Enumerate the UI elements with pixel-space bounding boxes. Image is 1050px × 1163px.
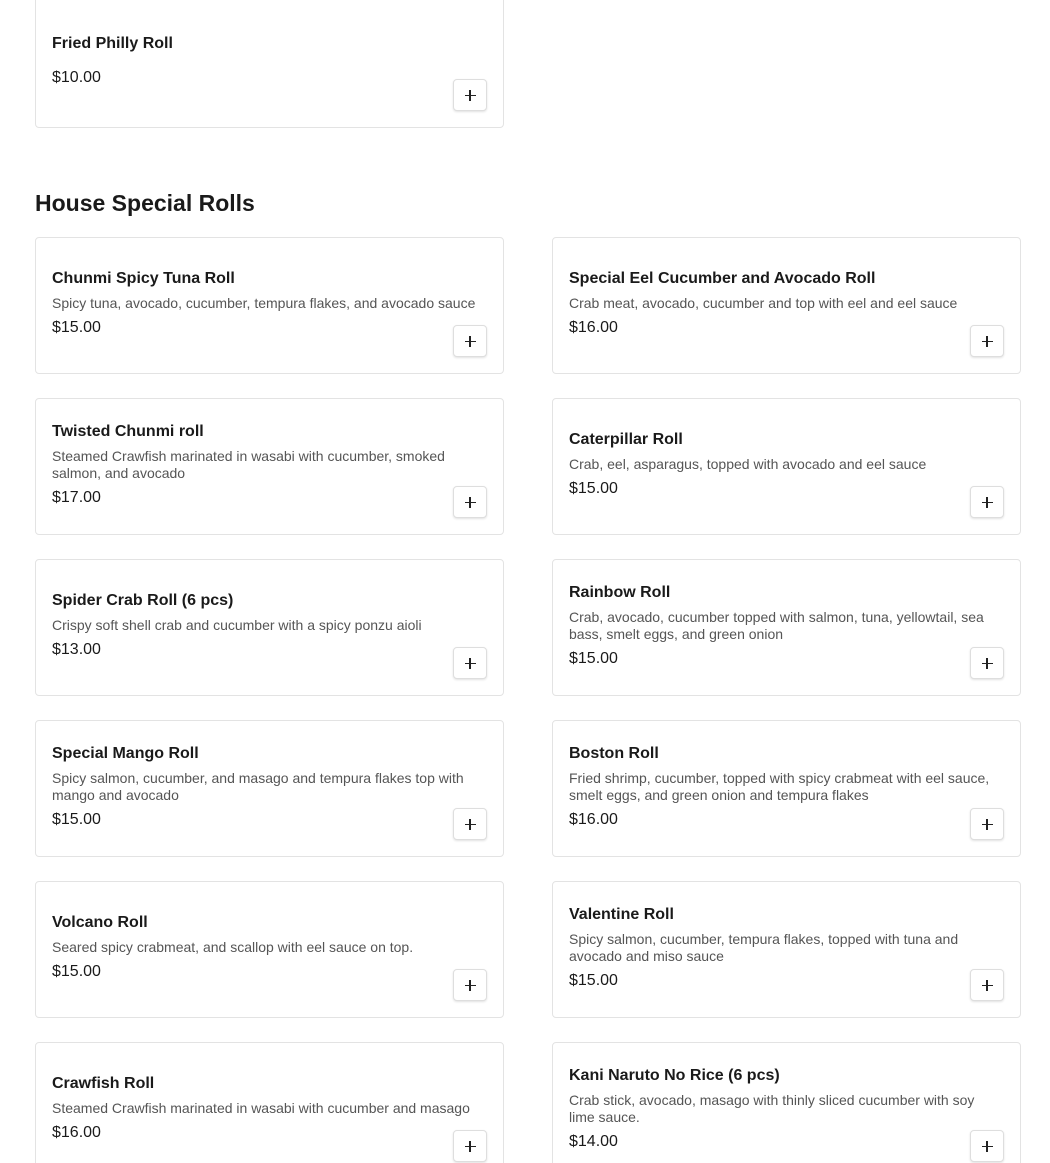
item-name: Chunmi Spicy Tuna Roll: [52, 270, 235, 287]
menu-item-info: [569, 399, 1004, 534]
menu-item-card[interactable]: [35, 237, 504, 374]
item-description: Spicy tuna, avocado, cucumber, tempura flakes, and avocado sauce: [52, 295, 476, 311]
menu-item-info: [569, 882, 1004, 1017]
add-to-cart-button[interactable]: [453, 1130, 487, 1162]
item-price: $15.00: [569, 971, 618, 989]
plus-icon: [465, 658, 476, 669]
item-name: Spider Crab Roll (6 pcs): [52, 592, 234, 609]
item-name: Valentine Roll: [569, 905, 674, 923]
menu-item-card[interactable]: [552, 237, 1021, 374]
add-to-cart-button[interactable]: [970, 647, 1004, 679]
plus-icon: [982, 497, 993, 508]
item-price: $15.00: [52, 319, 101, 336]
menu-item-info: [52, 560, 487, 695]
plus-icon: [465, 90, 476, 101]
add-to-cart-button[interactable]: [970, 486, 1004, 518]
plus-icon: [465, 336, 476, 347]
menu-item-card[interactable]: [35, 559, 504, 696]
menu-item-info: [52, 882, 487, 1017]
item-description: Seared spicy crabmeat, and scallop with eel sauce on top.: [52, 939, 414, 955]
plus-icon: [982, 336, 993, 347]
item-description: Crispy soft shell crab and cucumber with a spicy ponzu aioli: [52, 617, 422, 633]
item-name: Kani Naruto No Rice (6 pcs): [569, 1066, 780, 1084]
plus-icon: [465, 819, 476, 830]
plus-icon: [982, 980, 993, 991]
add-to-cart-button[interactable]: [453, 79, 487, 111]
add-to-cart-button[interactable]: [453, 325, 487, 357]
item-price: $10.00: [52, 69, 101, 86]
add-to-cart-button[interactable]: [453, 486, 487, 518]
item-name: Rainbow Roll: [569, 583, 671, 601]
item-description: Spicy salmon, cucumber, and masago and tempura flakes top with mango and avocado: [52, 769, 464, 803]
item-name: Crawfish Roll: [52, 1075, 155, 1092]
menu-item-card[interactable]: [552, 559, 1021, 696]
item-description: Crab meat, avocado, cucumber and top with eel and eel sauce: [569, 295, 958, 311]
menu-item-card[interactable]: [35, 0, 504, 128]
item-description: Crab, eel, asparagus, topped with avocado and eel sauce: [569, 456, 927, 472]
item-name: Fried Philly Roll: [52, 35, 173, 52]
add-to-cart-button[interactable]: [453, 969, 487, 1001]
item-price: $16.00: [569, 319, 618, 336]
plus-icon: [465, 1141, 476, 1152]
menu-item-info: [569, 721, 1004, 856]
item-price: $16.00: [52, 1124, 101, 1141]
menu-item-info: [52, 721, 487, 856]
plus-icon: [982, 658, 993, 669]
item-description: Crab, avocado, cucumber topped with salmon, tuna, yellowtail, sea bass, smelt eggs, and green onion: [569, 608, 984, 642]
add-to-cart-button[interactable]: [453, 647, 487, 679]
menu-item-info: [52, 1043, 487, 1163]
menu-item-card[interactable]: [552, 881, 1021, 1018]
item-price: $16.00: [569, 810, 618, 828]
plus-icon: [982, 1141, 993, 1152]
item-description: Steamed Crawfish marinated in wasabi with cucumber, smoked salmon, and avocado: [52, 447, 445, 481]
item-name: Special Mango Roll: [52, 744, 199, 762]
item-description: Fried shrimp, cucumber, topped with spicy crabmeat with eel sauce, smelt eggs, and green onion and tempura flakes: [569, 769, 990, 803]
item-price: $15.00: [52, 810, 101, 828]
plus-icon: [465, 497, 476, 508]
add-to-cart-button[interactable]: [970, 969, 1004, 1001]
menu-item-card[interactable]: [552, 398, 1021, 535]
add-to-cart-button[interactable]: [970, 1130, 1004, 1162]
plus-icon: [982, 819, 993, 830]
menu-item-card[interactable]: [35, 398, 504, 535]
item-name: Special Eel Cucumber and Avocado Roll: [569, 270, 876, 287]
item-name: Twisted Chunmi roll: [52, 422, 204, 440]
item-price: $13.00: [52, 641, 101, 658]
section-title: House Special Rolls: [35, 190, 255, 216]
menu-item-info: [569, 1043, 1004, 1163]
add-to-cart-button[interactable]: [970, 325, 1004, 357]
item-price: $15.00: [569, 649, 618, 667]
menu-item-info: [569, 238, 1004, 373]
plus-icon: [465, 980, 476, 991]
menu-item-card[interactable]: [35, 1042, 504, 1163]
menu-item-info: [52, 238, 487, 373]
menu-item-card[interactable]: [552, 720, 1021, 857]
item-name: Boston Roll: [569, 744, 659, 762]
item-description: Crab stick, avocado, masago with thinly sliced cucumber with soy lime sauce.: [569, 1091, 975, 1125]
menu-item-card[interactable]: [552, 1042, 1021, 1163]
menu-item-info: [52, 399, 487, 534]
item-price: $14.00: [569, 1132, 618, 1150]
item-price: $17.00: [52, 488, 101, 506]
add-to-cart-button[interactable]: [970, 808, 1004, 840]
item-price: $15.00: [569, 480, 618, 497]
menu-item-info: [569, 560, 1004, 695]
item-description: Steamed Crawfish marinated in wasabi with cucumber and masago: [52, 1100, 470, 1116]
item-description: Spicy salmon, cucumber, tempura flakes, topped with tuna and avocado and miso sauce: [569, 930, 959, 964]
item-name: Volcano Roll: [52, 914, 148, 931]
menu-item-card[interactable]: [35, 720, 504, 857]
add-to-cart-button[interactable]: [453, 808, 487, 840]
item-name: Caterpillar Roll: [569, 431, 683, 448]
item-price: $15.00: [52, 963, 101, 980]
menu-item-info: [52, 0, 487, 127]
menu-item-card[interactable]: [35, 881, 504, 1018]
